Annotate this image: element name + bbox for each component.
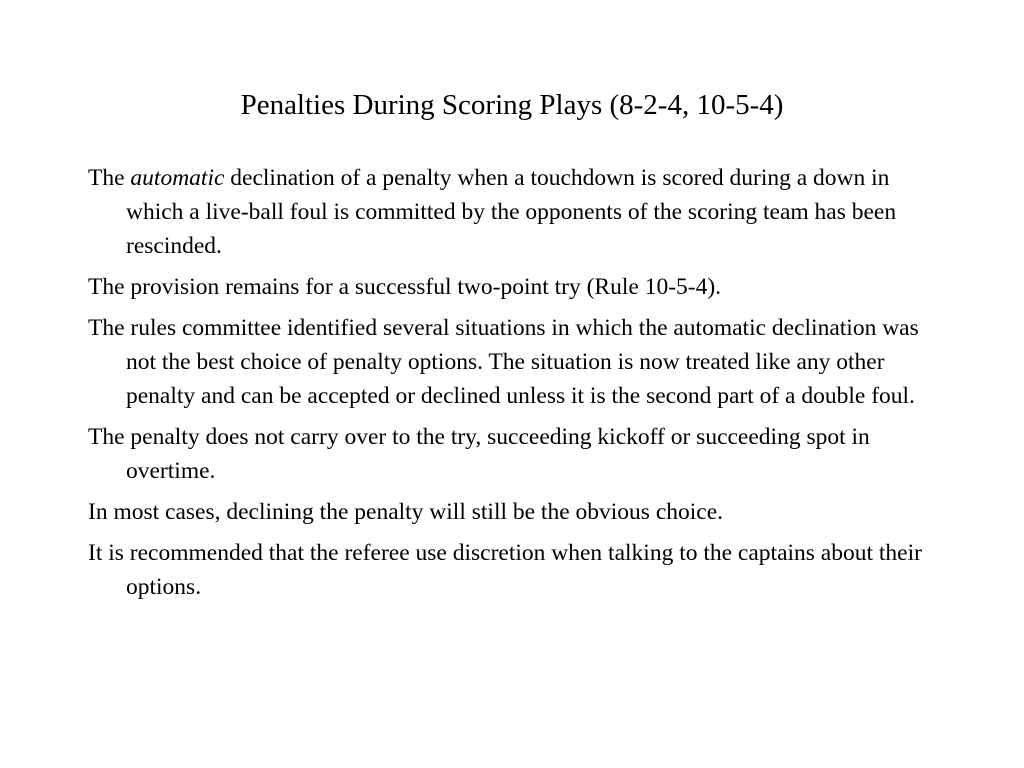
paragraph-text-rest: declination of a penalty when a touchdown is scored during a down in which a live-ball foul is committed by the opponents of the scoring team has been rescinded. xyxy=(126,165,897,259)
paragraph-text-lead: The xyxy=(88,165,131,191)
paragraph-rules-committee: The rules committee identified several situations in which the automatic declination was not the best choice of penalty options. The situation is now treated like any other penalty and can be accepted or declined unless it is the second part of a double foul. xyxy=(88,315,919,409)
paragraph-two-point-try: The provision remains for a successful two-point try (Rule 10-5-4). xyxy=(88,274,722,300)
slide-body xyxy=(88,161,948,611)
slide-title: Penalties During Scoring Plays (8-2-4, 10-5-4) xyxy=(240,89,784,121)
paragraph-no-carry-over: The penalty does not carry over to the try, succeeding kickoff or succeeding spot in overtime. xyxy=(88,424,870,484)
paragraph-referee-discretion: It is recommended that the referee use discretion when talking to the captains about their options. xyxy=(88,540,922,600)
paragraph-obvious-choice: In most cases, declining the penalty will still be the obvious choice. xyxy=(88,499,724,525)
emphasis-text: automatic xyxy=(130,165,225,191)
paragraph-automatic-declination xyxy=(88,161,948,263)
